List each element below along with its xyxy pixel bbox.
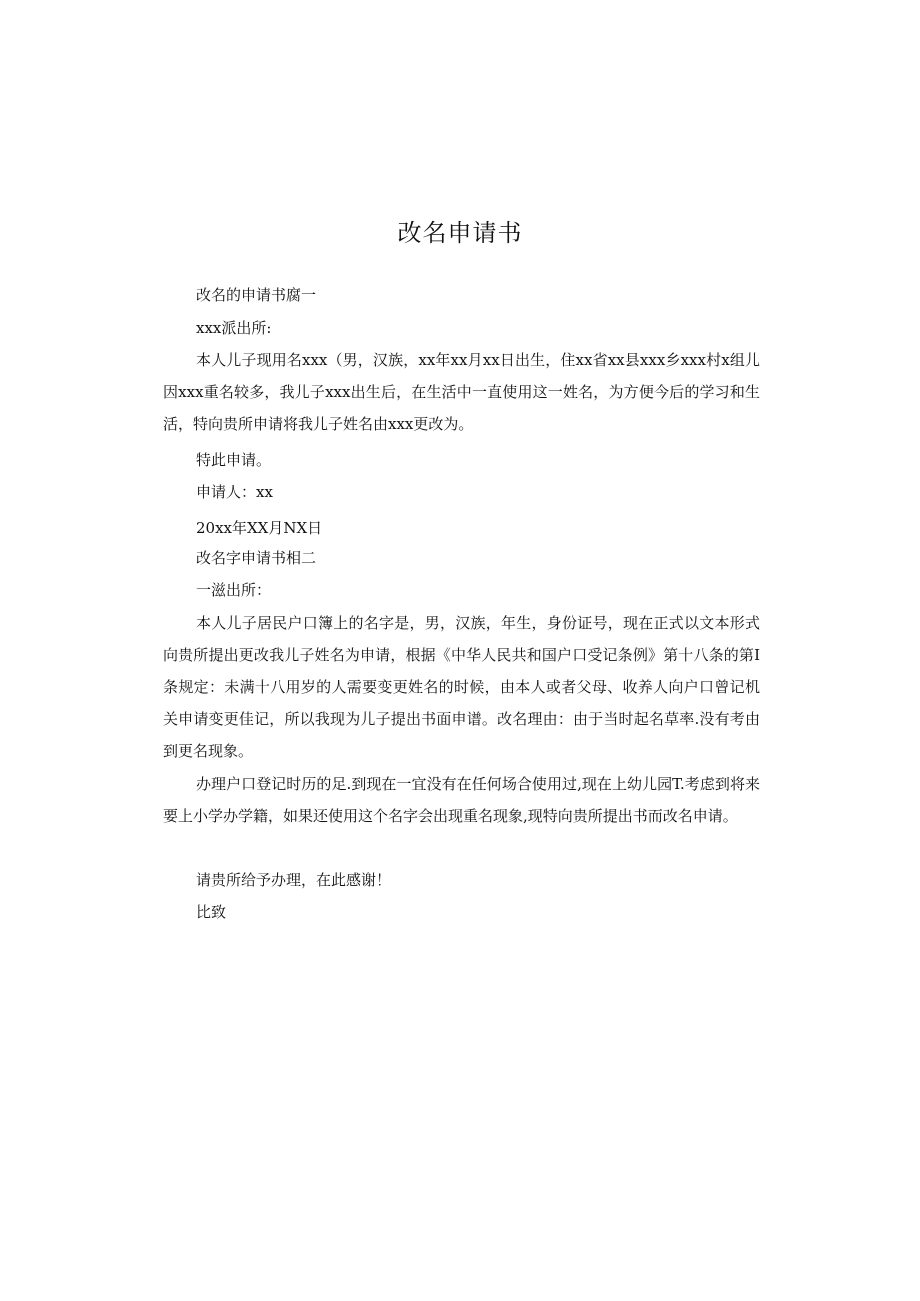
letter1-addressee: xxx派出所: [196,319,272,337]
letter2-body-paragraph-1: 本人儿子居民户口簿上的名字是，男，汉族，年生，身份证号，现在正式以文本形式向贵所提出更改我儿子姓名为申请，根据《中华人民共和国户口受记条例》第十八条的第I条规定：未满十八用岁的人需要变更姓名的时候，由本人或者父母、收养人向户口曾记机关申请变更佳记，所以我现为儿子提出书面申谱。改名理由：由于当时起名草率.没有考由到更名现象。 [163,614,760,760]
document-title: 改名申请书 [397,219,523,247]
letter1-body: 本人儿子现用名xxx（男，汉族，xx年xx月xx日出生，住xx省xx县xxx乡xxx村x组儿因xxx重名较多，我儿子xxx出生后，在生活中一直使用这一姓名，为方便今后的学习和生活，特向贵所申请将我儿子姓名由xxx更改为。 [163,351,760,433]
letter2-salutation: 比致 [196,903,227,921]
letter1-applicant: 申请人：xx [196,483,273,501]
letter1-date: 20xx年XX月NX日 [196,519,323,537]
letter2-heading: 改名字申请书相二 [196,549,317,567]
letter2-body-paragraph-2: 办理户口登记时历的足.到现在一宜没有在任何场合使用过,现在上幼儿园T.考虑到将来要上小学办学籍，如果还使用这个名字会出现重名现象,现特向贵所提出书而改名申请。 [163,775,760,825]
letter1-heading: 改名的申请书腐一 [196,286,317,304]
letter1-closing: 特此申请。 [196,451,272,469]
letter2-thanks: 请贵所给予办理，在此感谢！ [196,871,392,889]
letter2-addressee: 一滋出所： [196,581,272,599]
